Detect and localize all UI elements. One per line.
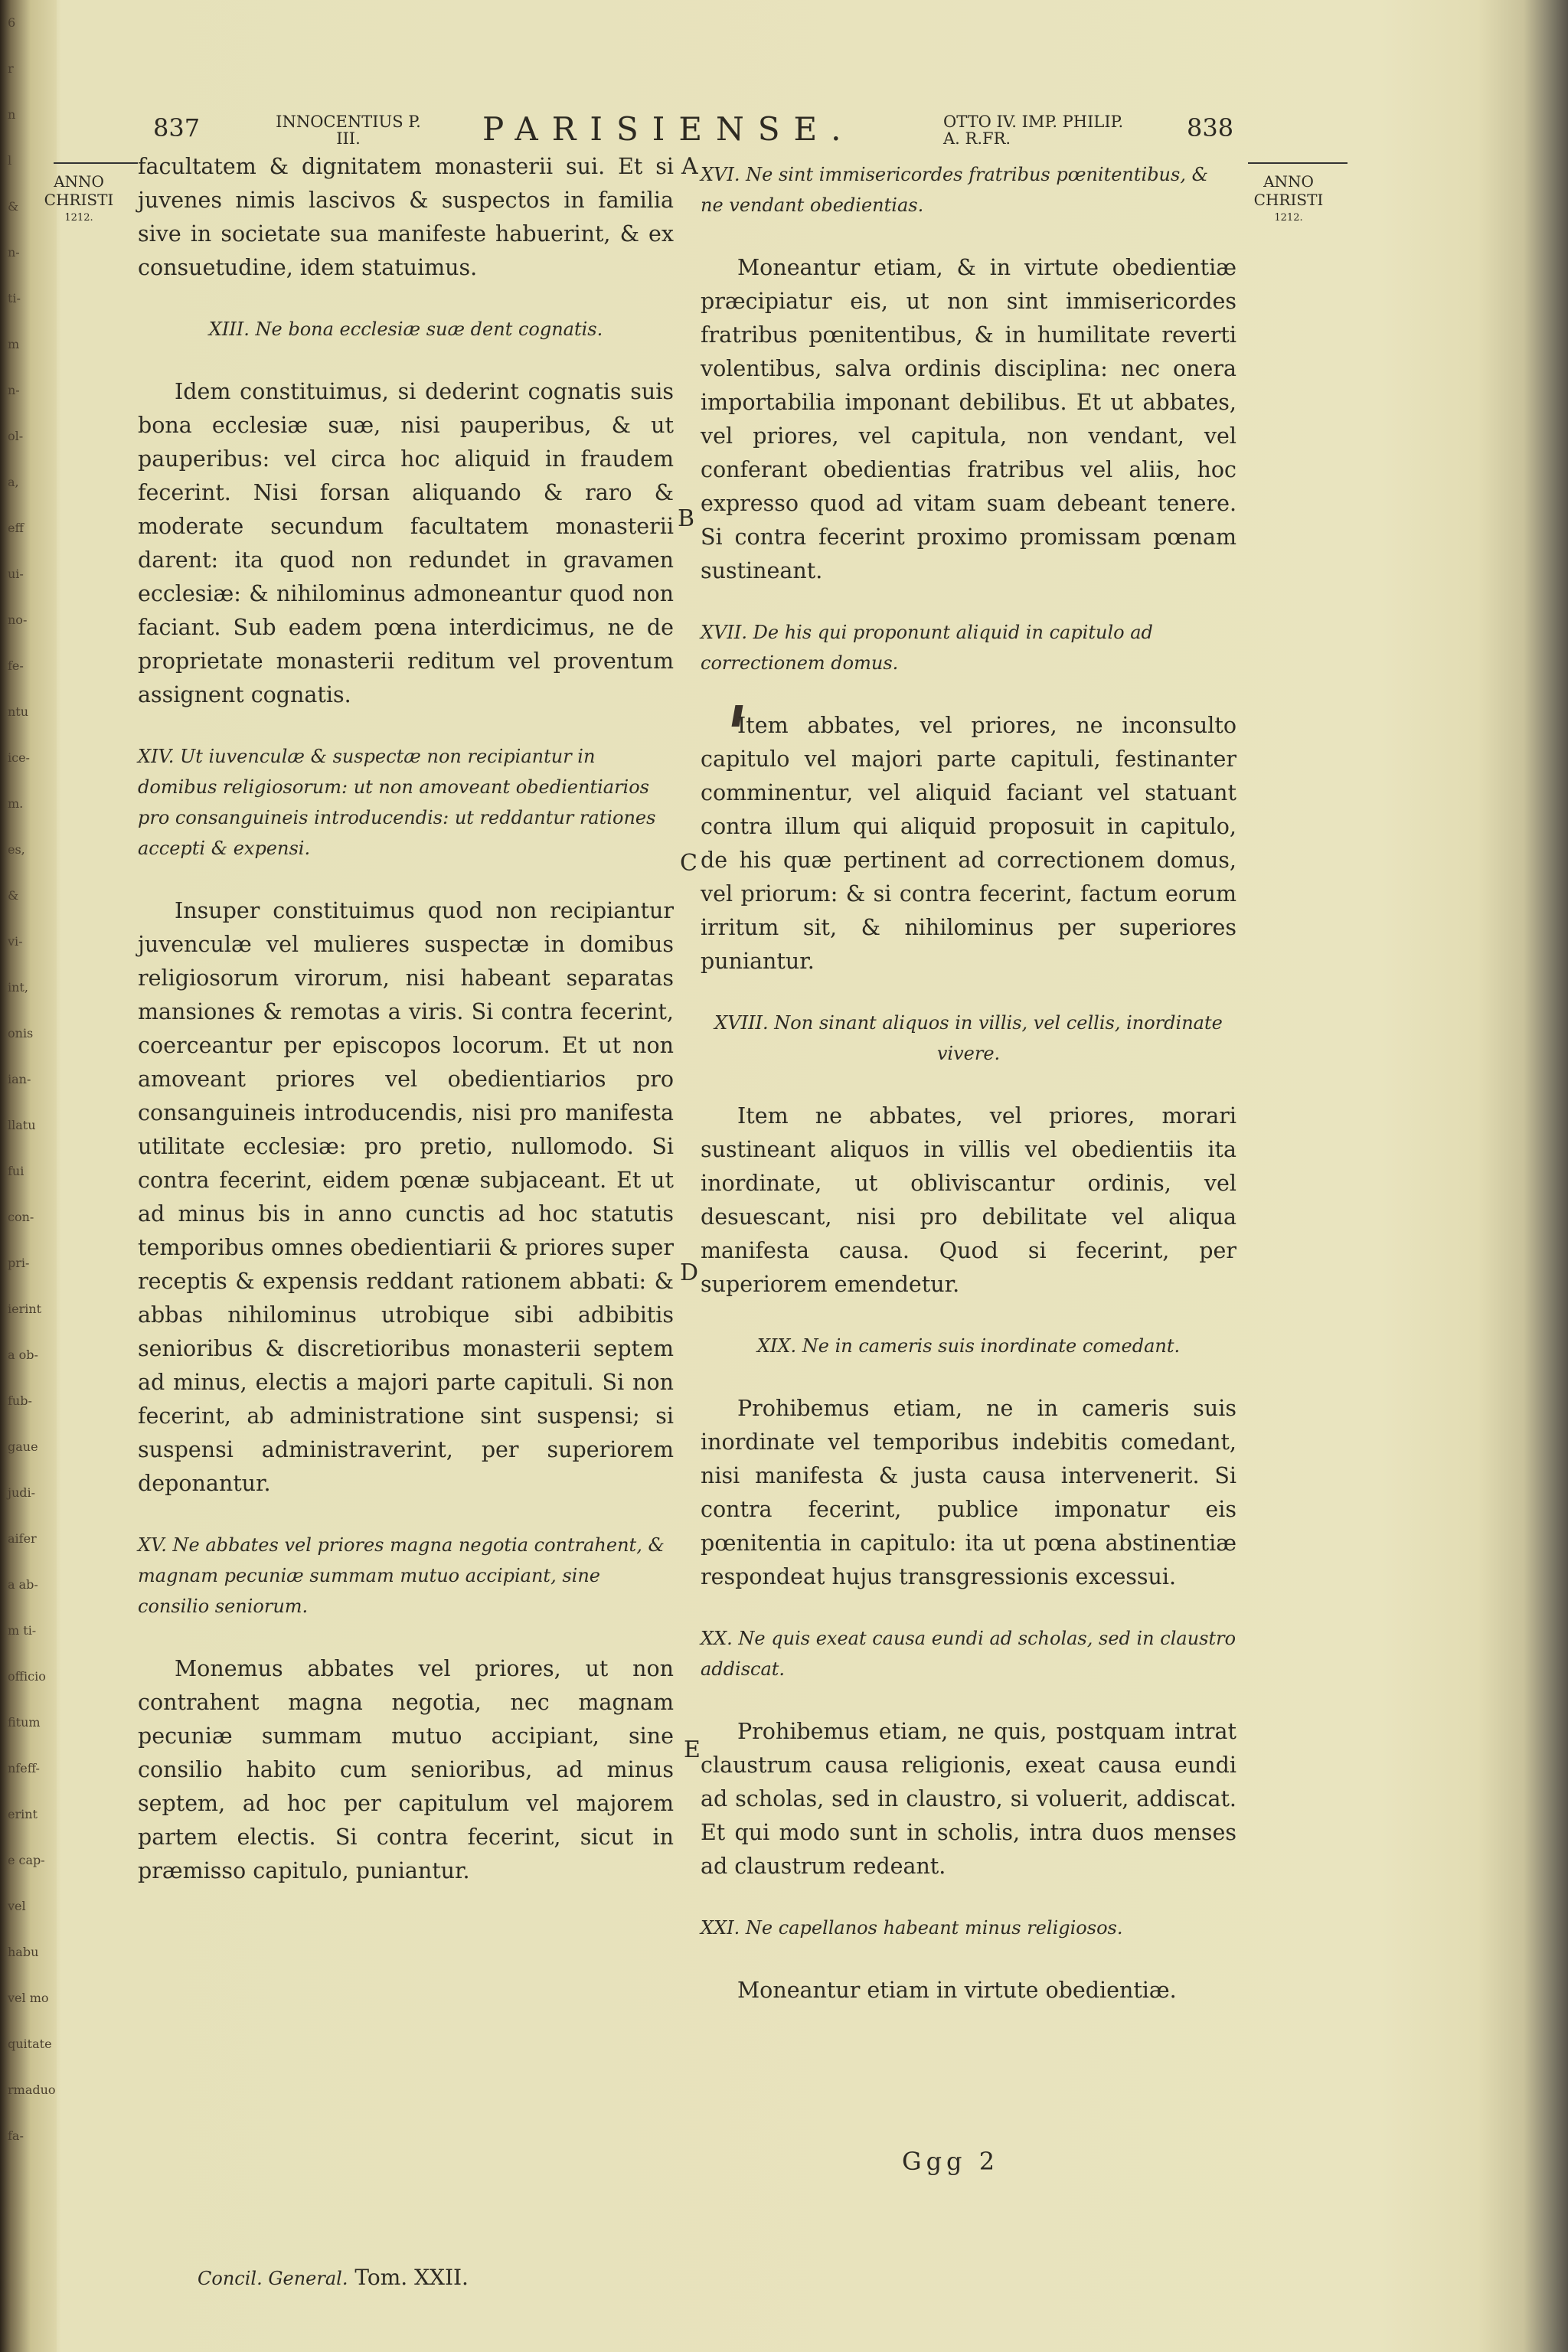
previous-page-fragment: 6 [8,15,16,30]
previous-page-fragment: ice- [8,750,30,765]
previous-page-fragment: fui [8,1164,24,1178]
page-number-left: 837 [153,113,201,142]
previous-page-fragment: vi- [8,934,23,949]
anno-label: ANNO CHRISTI [44,172,114,209]
footer-tome: Tom. XXII. [354,2265,469,2290]
anno-year: 1212. [64,212,93,224]
previous-page-fragment: onis [8,1026,34,1040]
section-marker-d: D [680,1259,699,1286]
paragraph-xiii: Idem constituimus, si dederint cognatis suis bona ecclesiæ suæ, nisi pauperibus, & ut pauperibus: vel circa hoc aliquid in fraudem fecerint. Nisi forsan aliquando & raro & moderate secundum facultatem monasterii darent: ita quod non redundet in gravamen ecclesiæ: & nihilominus admoneantur quod non faciant. Sub eadem pœna interdicimus, ne de proprietate monasterii reditum vel proventum assignent cognatis. [138,379,674,707]
previous-page-fragment: a ob- [8,1348,38,1362]
previous-page-fragment: r [8,61,14,76]
previous-page-fragment: n- [8,245,20,260]
previous-page-fragment: ian- [8,1072,31,1086]
heading-xix: XIX. Ne in cameris suis inordinate comedant. [756,1335,1181,1357]
page-number-right: 838 [1187,113,1234,142]
previous-page-fragment: rmaduo [8,2082,56,2097]
previous-page-fragment: habu [8,1945,39,1959]
previous-page-fragment: no- [8,612,28,627]
previous-page-fragment: gaue [8,1439,38,1454]
previous-page-fragment: erint [8,1807,38,1821]
margin-rule-right [1248,162,1348,164]
paragraph-xx: Prohibemus etiam, ne quis, postquam intrat claustrum causa religionis, exeat causa eundi ad scholas, sed in claustro, si voluerit, addiscat. Et qui modo sunt in scholis, intra duos menses ad claustrum redeant. [701,1719,1236,1879]
heading-xvi: XVI. Ne sint immisericordes fratribus pœnitentibus, & ne vendant obedientias. [701,164,1208,216]
paragraph-opening: facultatem & dignitatem monasterii sui. Et si juvenes nimis lascivos & suspectos in familia sive in societate sua manifeste habuerint, & ex consuetudine, idem statuimus. [138,154,674,280]
section-marker-e: E [684,1736,701,1763]
margin-anno-right [1246,172,1331,227]
paragraph-xiv: Insuper constituimus quod non recipiantur juvenculæ vel mulieres suspectæ in domibus religiosorum virorum, nisi habeant separatas mansiones & remotas a viris. Si contra fecerint, coerceantur per episcopos locorum. Et ut non amoveant priores vel obedientiarios pro consanguineis introducendis, nisi pro manifesta utilitate ecclesiæ: pro pretio, nullomodo. Si contra fecerint, eidem pœnæ subjaceant. Et ut ad minus bis in anno cunctis ad hoc statutis temporibus omnes obedientiarii & priores super receptis & expensis reddant rationem abbati: & abbas nihilominus utrobique sibi adbibitis senioribus & discretioribus monasterii septem ad minus, electis a majori parte capituli. Si non fecerint, ab administratione sint suspensi; si suspensi administraverint, per superiorem deponantur. [138,898,674,1496]
previous-page-fragment: e cap- [8,1853,45,1867]
heading-xiii: XIII. Ne bona ecclesiæ suæ dent cognatis. [208,318,603,340]
previous-page-fragment: quitate [8,2037,52,2051]
heading-xviii: XVIII. Non sinant aliquos in villis, vel cellis, inordinate vivere. [714,1012,1223,1064]
heading-xiv: XIV. Ut iuvenculæ & suspectæ non recipiantur in domibus religiosorum: ut non amoveant obedientiarios pro consanguineis introducendis: ut reddantur rationes accepti & expensi. [138,746,656,859]
footer-series: Concil. General. [198,2268,348,2289]
running-title: PARISIENSE. [482,110,855,148]
heading-xvii: XVII. De his qui proponunt aliquid in capitulo ad correctionem domus. [701,622,1153,674]
signature-mark: Ggg 2 [902,2147,1000,2176]
previous-page-fragment: eff [8,521,24,535]
previous-page-fragment: n- [8,383,20,397]
paragraph-xix: Prohibemus etiam, ne in cameris suis inordinate vel temporibus indebitis comedant, nisi manifesta & justa causa intervenerit. Si contra fecerint, publice imponatur eis pœnitentia in capitulo: ita ut pœna abstinentiæ respondeat hujus transgressionis excessui. [701,1396,1236,1589]
previous-page-fragment: nfeff- [8,1761,40,1775]
previous-page-fragment: es, [8,842,25,857]
previous-page-fragment: ierint [8,1302,42,1316]
paragraph-xxi: Moneantur etiam in virtute obedientiæ. [737,1978,1177,2003]
previous-page-fragment: & [8,199,19,214]
margin-rule-left [54,162,138,164]
left-column [138,150,674,1917]
previous-page-fragment: int, [8,980,28,995]
previous-page-fragment: ui- [8,567,24,581]
left-running-head: INNOCENTIUS P. III. [276,113,421,148]
previous-page-edge [0,0,57,2352]
previous-page-fragment: fa- [8,2128,24,2143]
previous-page-fragment: a ab- [8,1577,38,1592]
previous-page-fragment: & [8,888,19,903]
previous-page-fragment: fitum [8,1715,41,1730]
paragraph-xv: Monemus abbates vel priores, ut non contrahent magna negotia, nec magnam pecuniæ summam mutuo accipiant, sine consilio habito cum senioribus, ad minus septem, ad hoc per capitulum vel majorem partem electis. Si contra fecerint, sicut in præmisso capitulo, puniantur. [138,1656,674,1883]
previous-page-fragment: judi- [8,1485,36,1500]
section-marker-c: C [680,850,697,877]
heading-xx: XX. Ne quis exeat causa eundi ad scholas, sed in claustro addiscat. [701,1628,1236,1680]
previous-page-fragment: m ti- [8,1623,37,1638]
previous-page-fragment: llatu [8,1118,36,1132]
previous-page-fragment: vel [8,1899,26,1913]
paragraph-xvi: Moneantur etiam, & in virtute obedientiæ præcipiatur eis, ut non sint immisericordes fratribus pœnitentibus, & in humilitate reverti volentibus, salva ordinis disciplina: nec onera importabilia imponant debilibus. Et ut abbates, vel priores, vel capitula, non vendant, vel conferant obedientias fratribus vel aliis, hoc expresso quod ad vitam suam debeant tenere. Si contra fecerint proximo promissam pœnam sustineant. [701,255,1236,583]
previous-page-fragment: con- [8,1210,34,1224]
previous-page-fragment: ol- [8,429,24,443]
section-marker-a: A [681,153,698,180]
right-running-head: OTTO IV. IMP. PHILIP. A. R.FR. [943,113,1124,148]
right-column [701,150,1236,2037]
footer-volume [198,2265,469,2290]
heading-xv: XV. Ne abbates vel priores magna negotia contrahent, & magnam pecuniæ summam mutuo accipiant, sine consilio seniorum. [138,1534,665,1617]
heading-xxi: XXI. Ne capellanos habeant minus religiosos. [701,1917,1123,1939]
anno-year: 1212. [1274,212,1303,224]
previous-page-fragment: officio [8,1669,46,1684]
previous-page-fragment: pri- [8,1256,30,1270]
previous-page-fragment: l [8,153,12,168]
anno-label: ANNO CHRISTI [1253,172,1324,209]
previous-page-fragment: fub- [8,1393,32,1408]
previous-page-fragment: n [8,107,16,122]
previous-page-fragment: fe- [8,658,24,673]
section-marker-b: B [678,505,695,532]
previous-page-fragment: ti- [8,291,21,305]
previous-page-fragment: m. [8,796,24,811]
previous-page-fragment: aifer [8,1531,37,1546]
paragraph-xviii: Item ne abbates, vel priores, morari sustineant aliquos in villis vel obedientiis ita inordinate, ut obliviscantur ordinis, vel desuescant, nisi pro debilitate vel aliqua manifesta causa. Quod si fecerint, per superiorem emendetur. [701,1103,1236,1297]
previous-page-fragment: a, [8,475,19,489]
previous-page-fragment: ntu [8,704,29,719]
previous-page-fragment: vel mo [8,1991,49,2005]
previous-page-fragment: m [8,337,20,351]
paragraph-xvii: Item abbates, vel priores, ne inconsulto capitulo vel majori parte capituli, festinanter comminentur, vel aliquid faciant vel statuant contra illum qui aliquid proposuit in capitulo, de his quæ pertinent ad correctionem domus, vel priorum: & si contra fecerint, factum eorum irritum sit, & nihilominus per superiores puniantur. [701,713,1236,974]
margin-anno-left [37,172,121,227]
